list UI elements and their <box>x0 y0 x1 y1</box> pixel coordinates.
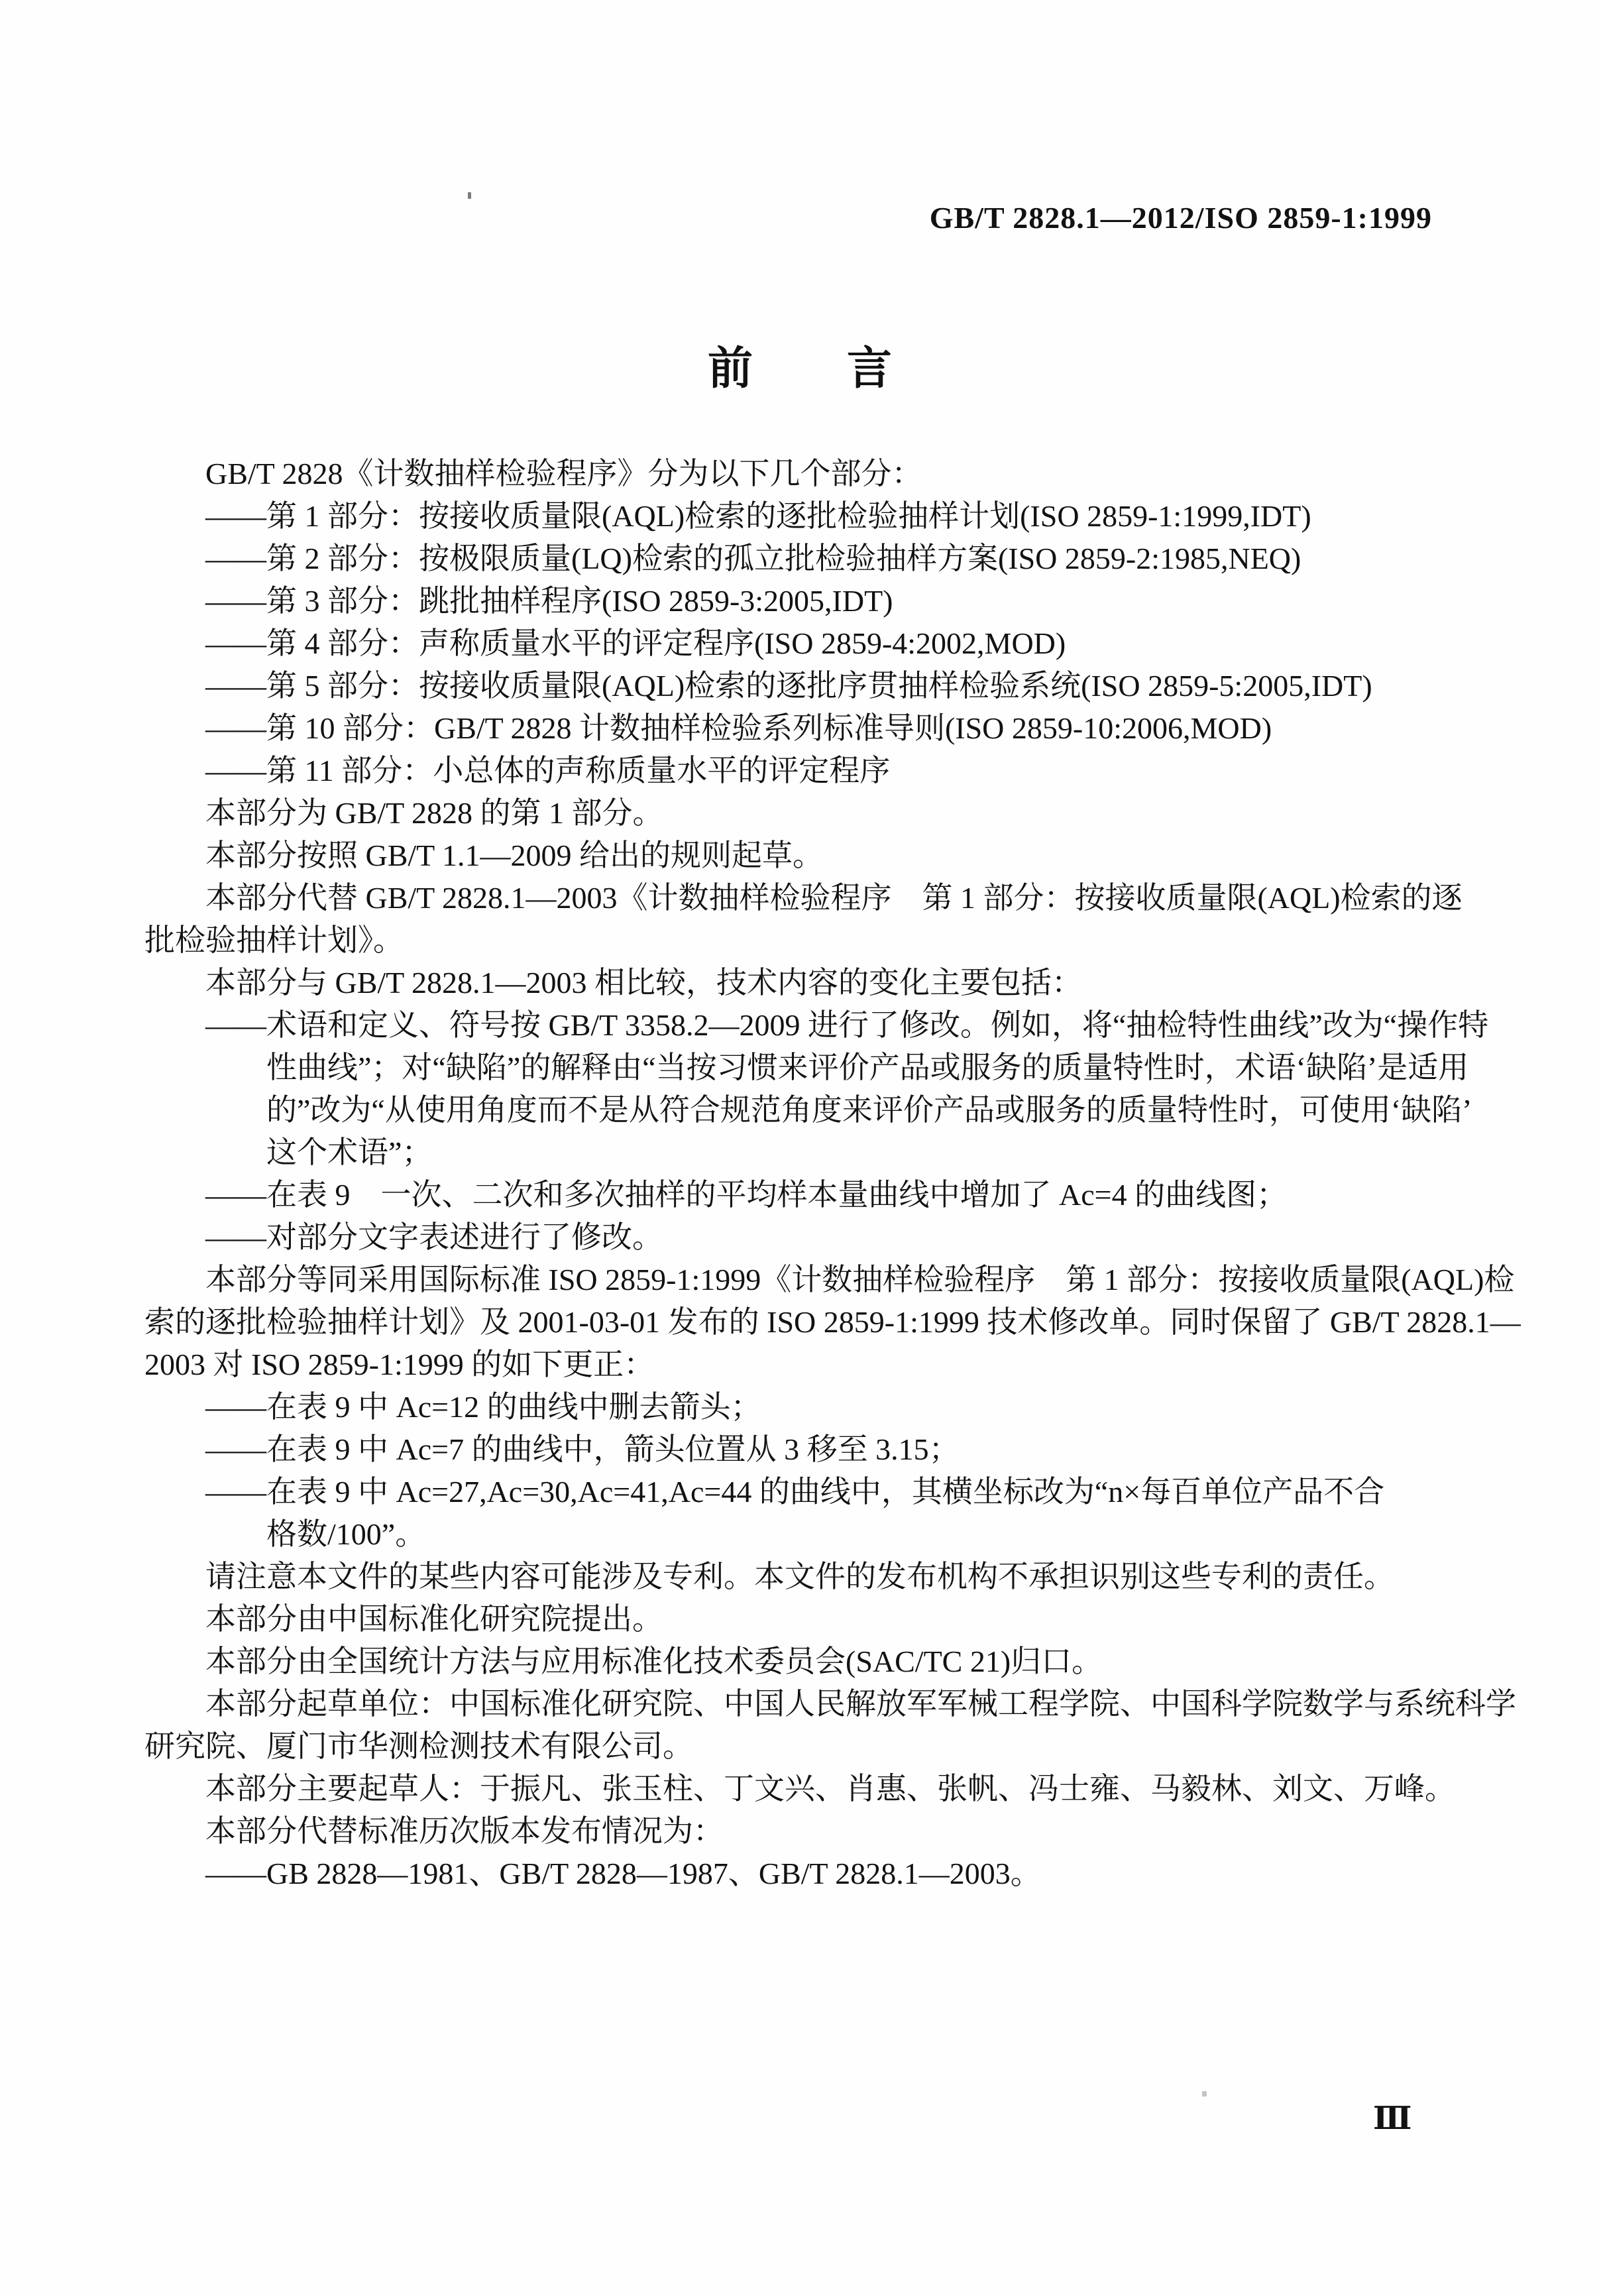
body-line: 索的逐批检验抽样计划》及 2001-03-01 发布的 ISO 2859-1:1999 技术修改单。同时保留了 GB/T 2828.1— <box>144 1305 1521 1339</box>
body-line: 本部分主要起草人：于振凡、张玉柱、丁文兴、肖惠、张帆、冯士雍、马毅林、刘文、万峰。 <box>205 1772 1455 1806</box>
body-line: 批检验抽样计划》。 <box>144 923 404 957</box>
body-line: ——GB 2828—1981、GB/T 2828—1987、GB/T 2828.1—2003。 <box>205 1857 1041 1890</box>
body-line: ——在表 9 中 Ac=7 的曲线中，箭头位置从 3 移至 3.15； <box>205 1432 960 1466</box>
scan-artifact-dot <box>468 192 471 199</box>
body-line: 本部分代替 GB/T 2828.1—2003《计数抽样检验程序 第 1 部分：按接收质量限(AQL)检索的逐 <box>205 881 1463 915</box>
body-line: 的”改为“从使用角度而不是从符合规范角度来评价产品或服务的质量特性时，可使用‘缺陷’ <box>266 1093 1472 1127</box>
body-line: 研究院、厦门市华测检测技术有限公司。 <box>144 1729 693 1763</box>
body-line: ——第 4 部分：声称质量水平的评定程序(ISO 2859-4:2002,MOD) <box>205 626 1066 660</box>
document-title: 前 言 <box>707 343 893 394</box>
body-line: 请注意本文件的某些内容可能涉及专利。本文件的发布机构不承担识别这些专利的责任。 <box>205 1560 1394 1593</box>
body-line: ——第 1 部分：按接收质量限(AQL)检索的逐批检验抽样计划(ISO 2859-1:1999,IDT) <box>205 499 1311 533</box>
body-line: 本部分按照 GB/T 1.1—2009 给出的规则起草。 <box>205 838 823 872</box>
body-line: 2003 对 ISO 2859-1:1999 的如下更正： <box>144 1348 655 1381</box>
body-line: 本部分起草单位：中国标准化研究院、中国人民解放军军械工程学院、中国科学院数学与系统科学 <box>205 1687 1516 1721</box>
body-line: ——在表 9 中 Ac=12 的曲线中删去箭头； <box>205 1390 761 1424</box>
body-line: ——在表 9 中 Ac=27,Ac=30,Ac=41,Ac=44 的曲线中，其横坐标改为“n×每百单位产品不合 <box>205 1475 1385 1509</box>
scan-artifact-dot <box>1202 2091 1207 2096</box>
body-line: ——第 2 部分：按极限质量(LQ)检索的孤立批检验抽样方案(ISO 2859-2:1985,NEQ) <box>205 542 1301 575</box>
body-line: 本部分为 GB/T 2828 的第 1 部分。 <box>205 796 663 830</box>
page-number: Ⅲ <box>1373 2101 1412 2136</box>
body-line: ——第 5 部分：按接收质量限(AQL)检索的逐批序贯抽样检验系统(ISO 2859-5:2005,IDT) <box>205 669 1372 703</box>
body-line: GB/T 2828《计数抽样检验程序》分为以下几个部分： <box>205 457 922 490</box>
body-line: 本部分与 GB/T 2828.1—2003 相比较，技术内容的变化主要包括： <box>205 966 1082 1000</box>
standard-number-header: GB/T 2828.1—2012/ISO 2859-1:1999 <box>929 201 1432 235</box>
body-line: ——术语和定义、符号按 GB/T 3358.2—2009 进行了修改。例如，将“抽检特性曲线”改为“操作特 <box>205 1008 1489 1042</box>
body-line: ——第 3 部分：跳批抽样程序(ISO 2859-3:2005,IDT) <box>205 584 893 618</box>
body-line: 格数/100”。 <box>266 1517 426 1551</box>
body-line: 本部分等同采用国际标准 ISO 2859-1:1999《计数抽样检验程序 第 1 部分：按接收质量限(AQL)检 <box>205 1263 1515 1296</box>
body-line: ——第 11 部分：小总体的声称质量水平的评定程序 <box>205 754 891 787</box>
body-line: 本部分由全国统计方法与应用标准化技术委员会(SAC/TC 21)归口。 <box>205 1644 1103 1678</box>
body-line: ——对部分文字表述进行了修改。 <box>205 1220 663 1254</box>
body-line: ——在表 9 一次、二次和多次抽样的平均样本量曲线中增加了 Ac=4 的曲线图； <box>205 1178 1288 1212</box>
body-lines <box>144 453 1521 1895</box>
body-line: 这个术语”； <box>266 1135 433 1169</box>
body-line: ——第 10 部分：GB/T 2828 计数抽样检验系列标准导则(ISO 2859-10:2006,MOD) <box>205 711 1272 745</box>
body-line: 本部分代替标准历次版本发布情况为： <box>205 1814 724 1848</box>
body-line: 本部分由中国标准化研究院提出。 <box>205 1602 663 1636</box>
body-line: 性曲线”；对“缺陷”的解释由“当按习惯来评价产品或服务的质量特性时，术语‘缺陷’是适用 <box>266 1051 1469 1084</box>
